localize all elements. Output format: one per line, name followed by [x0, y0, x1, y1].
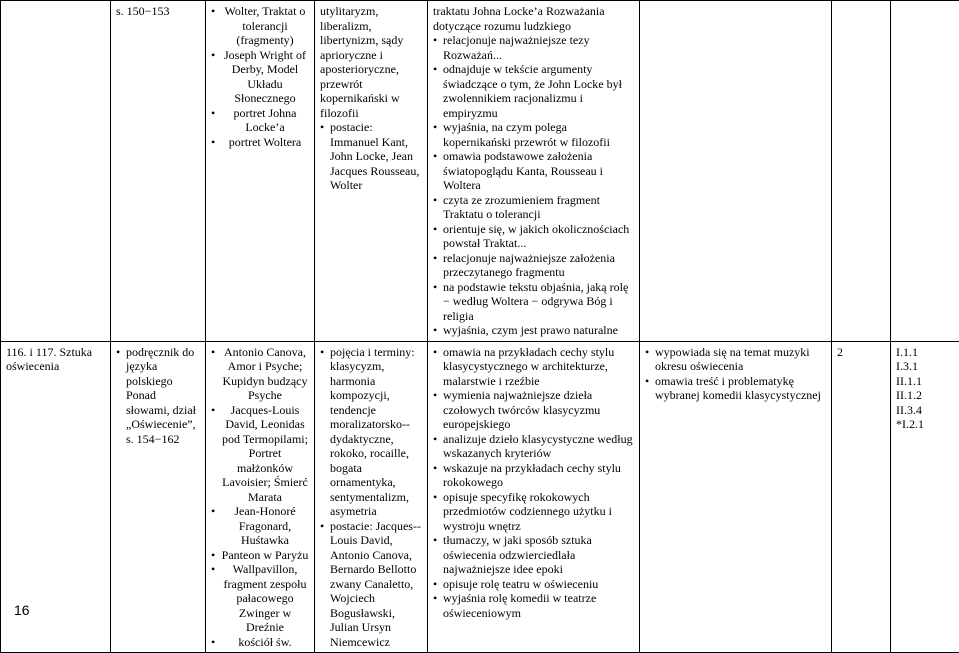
list-item: • opisuje rolę teatru w oświeceniu	[433, 577, 634, 592]
codes-value: I.1.1 I.3.1 II.1.1 II.1.2 II.3.4 *I.2.1	[896, 345, 924, 432]
list-item: • wymienia najważniejsze dzieła czołowych twórców klasycyzmu europejskiego	[433, 388, 634, 432]
lesson-cell	[1, 1, 111, 342]
concepts-cell	[315, 341, 428, 653]
table-row	[1, 341, 959, 653]
concepts-cell	[315, 1, 428, 342]
objectives-cell	[428, 1, 640, 342]
list-item: • opisuje specyfikę rokokowych przedmiotów codziennego użytku i wystroju wnętrz	[433, 490, 634, 534]
extended-list	[645, 345, 826, 403]
table-row	[1, 1, 959, 342]
list-item: • portret Johna Locke’a	[211, 106, 309, 135]
list-item: • odnajduje w tekście argumenty świadczące o tym, że John Locke był zwolennikiem racjonalizmu i empiryzmu	[433, 62, 634, 120]
materials-list	[211, 345, 309, 650]
list-item: • Wallpavillon, fragment zespołu pałacowego Zwinger w Dreźnie	[211, 562, 309, 635]
objectives-list	[433, 4, 634, 338]
materials-list	[211, 4, 309, 149]
materials-cell	[206, 1, 315, 342]
list-item: traktatu Johna Locke’a Rozważania dotyczące rozumu ludzkiego	[433, 4, 634, 33]
list-item: • wyjaśnia rolę komedii w teatrze oświeceniowym	[433, 591, 634, 620]
list-item: • omawia treść i problematykę wybranej komedii klasycystycznej	[645, 374, 826, 403]
list-item: • pojęcia i terminy: klasycyzm, harmonia kompozycji, tendencje moralizatorsko--dydaktyczne, rokoko, rocaille, bogata ornamentyka, sentymentalizm, asymetria	[320, 345, 422, 519]
list-item: • tłumaczy, w jaki sposób sztuka oświecenia odzwierciedlała najważniejsze idee epoki	[433, 533, 634, 577]
concepts-list	[320, 4, 422, 193]
objectives-cell	[428, 341, 640, 653]
codes-cell	[891, 1, 959, 342]
list-item: • Jacques-Louis David, Leonidas pod Termopilami; Portret małżonków Lavoisier; Śmierć Marata	[211, 403, 309, 505]
list-item: • omawia podstawowe założenia światopoglądu Kanta, Rousseau i Woltera	[433, 149, 634, 193]
extended-cell	[640, 1, 832, 342]
list-item: • orientuje się, w jakich okolicznościach powstał Traktat...	[433, 222, 634, 251]
list-item: • wypowiada się na temat muzyki okresu oświecenia	[645, 345, 826, 374]
list-item: • podręcznik do języka polskiego Ponad słowami, dział „Oświecenie”, s. 154−162	[116, 345, 200, 447]
list-item: • relacjonuje najważniejsze założenia przeczytanego fragmentu	[433, 251, 634, 280]
list-item: • wyjaśnia, na czym polega kopernikański przewrót w filozofii	[433, 120, 634, 149]
source-list	[116, 345, 200, 447]
list-item: • Antonio Canova, Amor i Psyche; Kupidyn budzący Psyche	[211, 345, 309, 403]
hours-cell	[832, 341, 891, 653]
lesson-title: 116. i 117. Sztuka oświecenia	[6, 345, 92, 374]
codes-cell	[891, 341, 959, 653]
concepts-list	[320, 345, 422, 650]
list-item: • postacie: Jacques--Louis David, Antonio Canova, Bernardo Bellotto zwany Canaletto, Wojciech Bogusławski, Julian Ursyn Niemcewicz	[320, 519, 422, 650]
hours-cell	[832, 1, 891, 342]
extended-cell	[640, 341, 832, 653]
list-item: • portret Woltera	[211, 135, 309, 150]
objectives-list	[433, 345, 634, 621]
list-item: • Wolter, Traktat o tolerancji (fragmenty)	[211, 4, 309, 48]
list-item: • analizuje dzieło klasycystyczne według wskazanych kryteriów	[433, 432, 634, 461]
list-item: • relacjonuje najważniejsze tezy Rozważań...	[433, 33, 634, 62]
list-item: • na podstawie tekstu objaśnia, jaką rolę − według Woltera − odgrywa Bóg i religia	[433, 280, 634, 324]
list-item: • postacie: Immanuel Kant, John Locke, Jean Jacques Rousseau, Wolter	[320, 120, 422, 193]
materials-cell	[206, 341, 315, 653]
list-item: • kościół św.	[211, 635, 309, 650]
source-cell	[111, 341, 206, 653]
hours-value: 2	[837, 345, 843, 359]
source-cell	[111, 1, 206, 342]
page-number: 16	[14, 603, 30, 618]
list-item: • omawia na przykładach cechy stylu klasycystycznego w architekturze, malarstwie i rzeźbie	[433, 345, 634, 389]
list-item: • wyjaśnia, czym jest prawo naturalne	[433, 323, 634, 338]
source-text: s. 150−153	[116, 4, 169, 18]
list-item: • Joseph Wright of Derby, Model Układu Słonecznego	[211, 48, 309, 106]
list-item: • wskazuje na przykładach cechy stylu rokokowego	[433, 461, 634, 490]
list-item: utylitaryzm, liberalizm, libertynizm, sądy aprioryczne i aposterioryczne, przewrót kopernikański w filozofii	[320, 4, 422, 120]
list-item: • Jean-Honoré Fragonard, Huśtawka	[211, 504, 309, 548]
list-item: • czyta ze zrozumieniem fragment Traktatu o tolerancji	[433, 193, 634, 222]
list-item: • Panteon w Paryżu	[211, 548, 309, 563]
